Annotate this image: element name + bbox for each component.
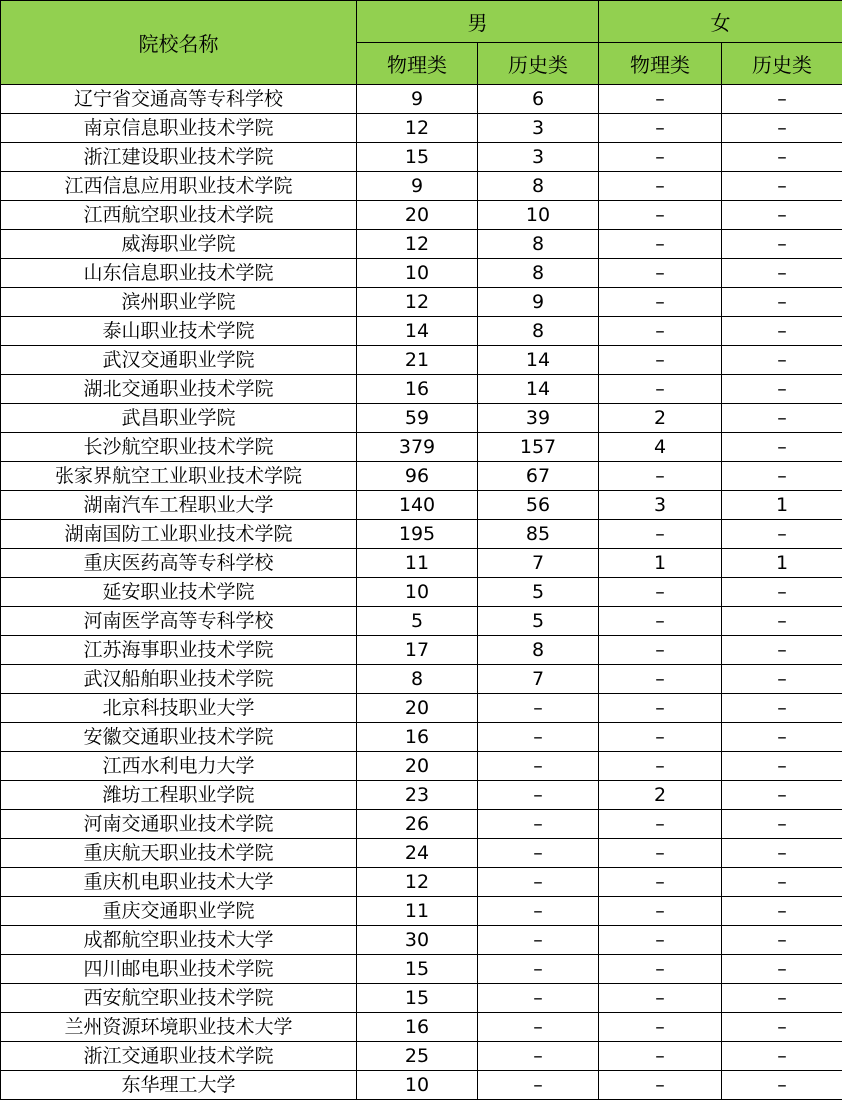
- male-physics-cell: 20: [357, 694, 478, 723]
- male-physics-cell: 15: [357, 955, 478, 984]
- table-row: [1, 201, 842, 230]
- table-row: [1, 491, 842, 520]
- female-physics-cell: –: [599, 868, 722, 897]
- female-history-cell: –: [722, 375, 842, 404]
- table-row: [1, 1071, 842, 1100]
- female-physics-cell: –: [599, 839, 722, 868]
- female-header: 女: [599, 1, 842, 43]
- male-physics-cell: 30: [357, 926, 478, 955]
- female-history-cell: –: [722, 1042, 842, 1071]
- male-physics-cell: 14: [357, 317, 478, 346]
- female-history-cell: –: [722, 607, 842, 636]
- female-physics-cell: –: [599, 346, 722, 375]
- male-physics-cell: 16: [357, 375, 478, 404]
- female-physics-cell: –: [599, 578, 722, 607]
- male-history-cell: 8: [478, 636, 599, 665]
- male-history-cell: 39: [478, 404, 599, 433]
- male-history-cell: –: [478, 1013, 599, 1042]
- table-header: [1, 1, 842, 85]
- male-physics-cell: 20: [357, 201, 478, 230]
- table-row: [1, 143, 842, 172]
- male-history-cell: –: [478, 926, 599, 955]
- male-history-cell: –: [478, 955, 599, 984]
- table-row: [1, 230, 842, 259]
- male-history-cell: 157: [478, 433, 599, 462]
- female-history-cell: –: [722, 143, 842, 172]
- school-name-header: 院校名称: [1, 1, 357, 85]
- female-physics-cell: –: [599, 85, 722, 114]
- female-physics-cell: 3: [599, 491, 722, 520]
- male-physics-cell: 12: [357, 114, 478, 143]
- table-row: [1, 1042, 842, 1071]
- female-history-cell: –: [722, 520, 842, 549]
- female-physics-cell: –: [599, 665, 722, 694]
- male-history-cell: –: [478, 1071, 599, 1100]
- female-history-cell: 1: [722, 491, 842, 520]
- table-row: [1, 868, 842, 897]
- male-physics-cell: 5: [357, 607, 478, 636]
- female-history-cell: –: [722, 636, 842, 665]
- male-history-header: 历史类: [478, 43, 599, 85]
- male-header: 男: [357, 1, 599, 43]
- female-history-cell: –: [722, 926, 842, 955]
- male-physics-cell: 379: [357, 433, 478, 462]
- female-history-cell: –: [722, 694, 842, 723]
- male-physics-cell: 10: [357, 259, 478, 288]
- male-physics-cell: 16: [357, 1013, 478, 1042]
- male-history-cell: 85: [478, 520, 599, 549]
- female-physics-cell: –: [599, 636, 722, 665]
- female-history-cell: –: [722, 114, 842, 143]
- male-history-cell: 8: [478, 317, 599, 346]
- male-physics-cell: 9: [357, 85, 478, 114]
- female-physics-cell: –: [599, 694, 722, 723]
- school-name-cell: 武汉船舶职业技术学院: [1, 665, 357, 694]
- female-history-cell: –: [722, 230, 842, 259]
- male-history-cell: 8: [478, 230, 599, 259]
- male-physics-cell: 21: [357, 346, 478, 375]
- table-row: [1, 259, 842, 288]
- female-history-cell: –: [722, 288, 842, 317]
- female-physics-cell: –: [599, 288, 722, 317]
- school-name-cell: 湖北交通职业技术学院: [1, 375, 357, 404]
- female-history-cell: –: [722, 1071, 842, 1100]
- school-name-cell: 兰州资源环境职业技术大学: [1, 1013, 357, 1042]
- female-history-cell: –: [722, 810, 842, 839]
- table-row: [1, 433, 842, 462]
- school-name-cell: 潍坊工程职业学院: [1, 781, 357, 810]
- male-history-cell: 6: [478, 85, 599, 114]
- male-history-cell: 7: [478, 549, 599, 578]
- school-name-cell: 江苏海事职业技术学院: [1, 636, 357, 665]
- male-history-cell: 56: [478, 491, 599, 520]
- female-physics-cell: –: [599, 201, 722, 230]
- female-physics-cell: –: [599, 607, 722, 636]
- male-physics-cell: 10: [357, 578, 478, 607]
- male-history-cell: 5: [478, 607, 599, 636]
- male-history-cell: 14: [478, 346, 599, 375]
- table-row: [1, 955, 842, 984]
- male-history-cell: 14: [478, 375, 599, 404]
- female-physics-cell: –: [599, 143, 722, 172]
- school-name-cell: 重庆机电职业技术大学: [1, 868, 357, 897]
- male-physics-cell: 12: [357, 868, 478, 897]
- male-history-cell: –: [478, 984, 599, 1013]
- female-physics-cell: –: [599, 462, 722, 491]
- table-row: [1, 346, 842, 375]
- table-row: [1, 317, 842, 346]
- male-history-cell: 8: [478, 259, 599, 288]
- female-history-cell: –: [722, 868, 842, 897]
- male-physics-cell: 9: [357, 172, 478, 201]
- table-row: [1, 578, 842, 607]
- male-physics-cell: 195: [357, 520, 478, 549]
- male-physics-cell: 16: [357, 723, 478, 752]
- female-history-cell: –: [722, 897, 842, 926]
- table-row: [1, 897, 842, 926]
- table-row: [1, 375, 842, 404]
- school-name-cell: 安徽交通职业技术学院: [1, 723, 357, 752]
- female-history-cell: –: [722, 578, 842, 607]
- school-name-cell: 成都航空职业技术大学: [1, 926, 357, 955]
- male-physics-cell: 59: [357, 404, 478, 433]
- school-name-cell: 湖南汽车工程职业大学: [1, 491, 357, 520]
- female-physics-cell: 2: [599, 781, 722, 810]
- school-name-cell: 南京信息职业技术学院: [1, 114, 357, 143]
- male-physics-cell: 10: [357, 1071, 478, 1100]
- female-physics-cell: –: [599, 230, 722, 259]
- female-physics-cell: –: [599, 926, 722, 955]
- male-history-cell: –: [478, 723, 599, 752]
- table-row: [1, 288, 842, 317]
- table-row: [1, 665, 842, 694]
- school-name-cell: 浙江建设职业技术学院: [1, 143, 357, 172]
- school-name-cell: 滨州职业学院: [1, 288, 357, 317]
- school-name-cell: 四川邮电职业技术学院: [1, 955, 357, 984]
- female-physics-cell: 2: [599, 404, 722, 433]
- table-row: [1, 984, 842, 1013]
- table-body: [1, 85, 842, 1100]
- table-row: [1, 114, 842, 143]
- table-row: [1, 1013, 842, 1042]
- female-history-cell: –: [722, 665, 842, 694]
- female-history-header: 历史类: [722, 43, 842, 85]
- school-name-cell: 武汉交通职业学院: [1, 346, 357, 375]
- table-row: [1, 520, 842, 549]
- male-history-cell: 7: [478, 665, 599, 694]
- male-physics-cell: 15: [357, 984, 478, 1013]
- male-physics-cell: 26: [357, 810, 478, 839]
- female-history-cell: –: [722, 1013, 842, 1042]
- male-physics-cell: 11: [357, 549, 478, 578]
- table-row: [1, 462, 842, 491]
- male-physics-header: 物理类: [357, 43, 478, 85]
- school-name-cell: 湖南国防工业职业技术学院: [1, 520, 357, 549]
- school-name-cell: 西安航空职业技术学院: [1, 984, 357, 1013]
- school-name-cell: 东华理工大学: [1, 1071, 357, 1100]
- male-history-cell: –: [478, 752, 599, 781]
- female-physics-cell: –: [599, 172, 722, 201]
- male-physics-cell: 140: [357, 491, 478, 520]
- table-row: [1, 926, 842, 955]
- female-history-cell: –: [722, 781, 842, 810]
- table-row: [1, 404, 842, 433]
- male-history-cell: –: [478, 1042, 599, 1071]
- table-row: [1, 172, 842, 201]
- male-physics-cell: 11: [357, 897, 478, 926]
- female-history-cell: –: [722, 201, 842, 230]
- table-row: [1, 549, 842, 578]
- table-row: [1, 636, 842, 665]
- school-name-cell: 泰山职业技术学院: [1, 317, 357, 346]
- school-name-cell: 山东信息职业技术学院: [1, 259, 357, 288]
- female-history-cell: –: [722, 462, 842, 491]
- female-physics-cell: –: [599, 752, 722, 781]
- school-name-cell: 浙江交通职业技术学院: [1, 1042, 357, 1071]
- school-name-cell: 武昌职业学院: [1, 404, 357, 433]
- male-physics-cell: 17: [357, 636, 478, 665]
- female-physics-cell: –: [599, 375, 722, 404]
- school-name-cell: 江西水利电力大学: [1, 752, 357, 781]
- male-history-cell: –: [478, 868, 599, 897]
- male-history-cell: 3: [478, 143, 599, 172]
- school-name-cell: 河南医学高等专科学校: [1, 607, 357, 636]
- male-history-cell: –: [478, 897, 599, 926]
- table-row: [1, 723, 842, 752]
- female-history-cell: –: [722, 85, 842, 114]
- female-history-cell: –: [722, 839, 842, 868]
- male-physics-cell: 15: [357, 143, 478, 172]
- male-history-cell: –: [478, 781, 599, 810]
- school-name-cell: 威海职业学院: [1, 230, 357, 259]
- female-history-cell: –: [722, 723, 842, 752]
- female-physics-cell: –: [599, 114, 722, 143]
- female-physics-cell: –: [599, 723, 722, 752]
- male-physics-cell: 24: [357, 839, 478, 868]
- female-physics-header: 物理类: [599, 43, 722, 85]
- male-history-cell: –: [478, 839, 599, 868]
- female-physics-cell: –: [599, 317, 722, 346]
- female-physics-cell: 1: [599, 549, 722, 578]
- female-physics-cell: –: [599, 259, 722, 288]
- female-history-cell: 1: [722, 549, 842, 578]
- male-history-cell: 67: [478, 462, 599, 491]
- female-physics-cell: –: [599, 897, 722, 926]
- table-row: [1, 781, 842, 810]
- male-physics-cell: 8: [357, 665, 478, 694]
- school-name-cell: 延安职业技术学院: [1, 578, 357, 607]
- table-row: [1, 810, 842, 839]
- school-name-cell: 辽宁省交通高等专科学校: [1, 85, 357, 114]
- table-row: [1, 694, 842, 723]
- female-history-cell: –: [722, 984, 842, 1013]
- male-physics-cell: 25: [357, 1042, 478, 1071]
- female-physics-cell: –: [599, 955, 722, 984]
- school-name-cell: 江西信息应用职业技术学院: [1, 172, 357, 201]
- male-history-cell: 9: [478, 288, 599, 317]
- table-row: [1, 85, 842, 114]
- male-history-cell: 10: [478, 201, 599, 230]
- school-name-cell: 重庆航天职业技术学院: [1, 839, 357, 868]
- female-physics-cell: –: [599, 520, 722, 549]
- school-name-cell: 重庆医药高等专科学校: [1, 549, 357, 578]
- male-physics-cell: 12: [357, 288, 478, 317]
- female-history-cell: –: [722, 259, 842, 288]
- male-history-cell: –: [478, 694, 599, 723]
- male-physics-cell: 23: [357, 781, 478, 810]
- male-history-cell: 8: [478, 172, 599, 201]
- male-history-cell: 3: [478, 114, 599, 143]
- male-physics-cell: 12: [357, 230, 478, 259]
- female-physics-cell: –: [599, 1013, 722, 1042]
- school-name-cell: 张家界航空工业职业技术学院: [1, 462, 357, 491]
- male-history-cell: –: [478, 810, 599, 839]
- male-physics-cell: 20: [357, 752, 478, 781]
- female-physics-cell: –: [599, 1042, 722, 1071]
- school-name-cell: 北京科技职业大学: [1, 694, 357, 723]
- female-history-cell: –: [722, 172, 842, 201]
- header-row-top: [1, 1, 842, 43]
- female-physics-cell: –: [599, 810, 722, 839]
- female-history-cell: –: [722, 752, 842, 781]
- female-physics-cell: 4: [599, 433, 722, 462]
- school-name-cell: 江西航空职业技术学院: [1, 201, 357, 230]
- table-row: [1, 839, 842, 868]
- female-history-cell: –: [722, 433, 842, 462]
- school-name-cell: 河南交通职业技术学院: [1, 810, 357, 839]
- female-physics-cell: –: [599, 1071, 722, 1100]
- female-history-cell: –: [722, 346, 842, 375]
- school-name-cell: 重庆交通职业学院: [1, 897, 357, 926]
- male-physics-cell: 96: [357, 462, 478, 491]
- female-history-cell: –: [722, 404, 842, 433]
- female-history-cell: –: [722, 955, 842, 984]
- female-physics-cell: –: [599, 984, 722, 1013]
- school-name-cell: 长沙航空职业技术学院: [1, 433, 357, 462]
- female-history-cell: –: [722, 317, 842, 346]
- table-row: [1, 752, 842, 781]
- table-row: [1, 607, 842, 636]
- male-history-cell: 5: [478, 578, 599, 607]
